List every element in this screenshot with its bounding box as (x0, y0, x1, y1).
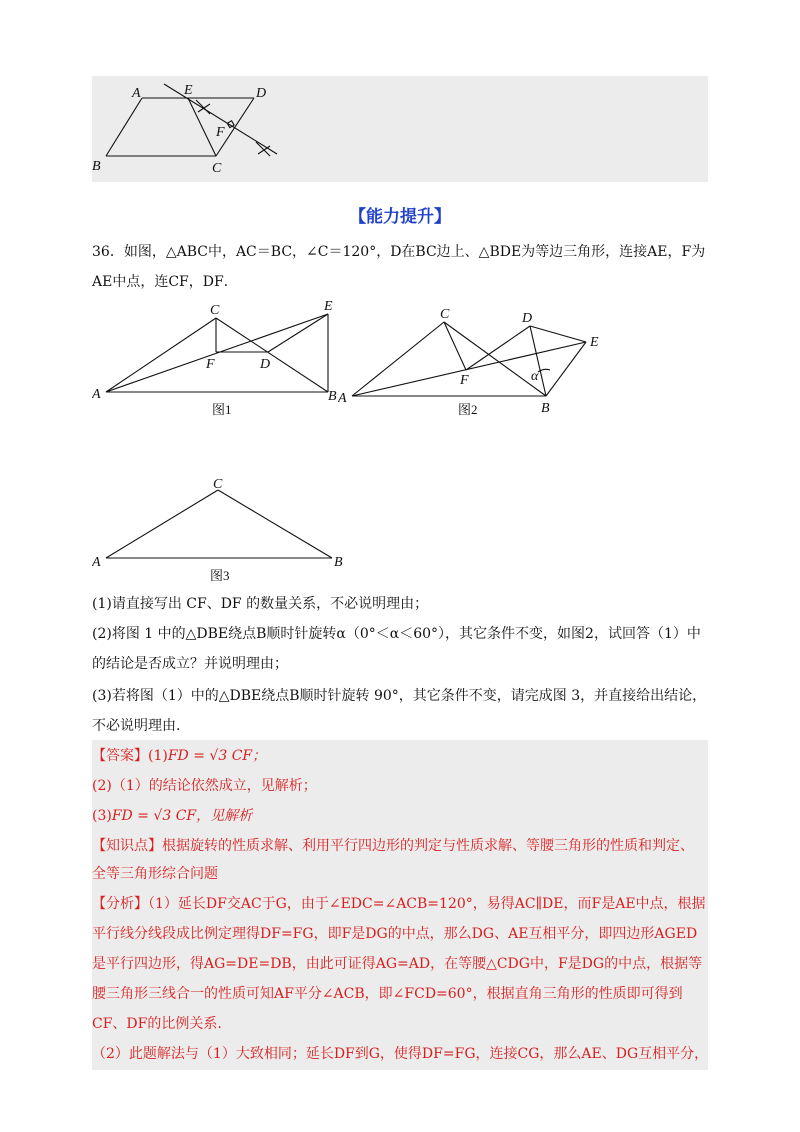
analysis-line-1 (92, 894, 706, 914)
label-B: B (92, 159, 101, 174)
fig1-label-F: F (206, 357, 215, 372)
analysis-label: 【分析】 (92, 896, 148, 912)
fig1-label-D: D (260, 357, 271, 372)
figure-3 (92, 476, 362, 588)
knowledge-line-2: 全等三角形综合问题 (92, 866, 218, 882)
figure-1 (92, 300, 342, 422)
knowledge-text-1: 根据旋转的性质求解、利用平行四边形的判定与性质求解、等腰三角形的性质和判定、 (162, 838, 694, 854)
part-1: (1)请直接写出 CF、DF 的数量关系，不必说明理由； (92, 596, 429, 612)
figure-2 (338, 300, 608, 422)
fig1-label-B: B (328, 389, 337, 404)
knowledge-label: 【知识点】 (92, 838, 162, 854)
part-2-line-1: (2)将图 1 中的△DBE绕点B顺时针旋转α（0°＜α＜60°），其它条件不变，如图2，试回答（1）中 (92, 626, 701, 642)
fig1-label-A: A (92, 387, 101, 402)
fig1-label-E: E (324, 300, 333, 314)
fig2-label-D: D (522, 311, 533, 326)
analysis-line-5: CF、DF的比例关系. (92, 1016, 222, 1032)
answer-1-prefix: (1) (148, 748, 168, 764)
part-3-line-2: 不必说明理由. (92, 718, 181, 734)
answer-1-expr: FD = √3 CF； (167, 748, 267, 764)
question-line-1: 36．如图，△ABC中，AC＝BC，∠C＝120°，D在BC边上、△BDE为等边三角形，连接AE，F为 (92, 244, 706, 260)
label-C: C (212, 161, 222, 176)
fig3-label-A: A (92, 555, 101, 570)
label-E: E (184, 83, 193, 98)
label-D: D (256, 86, 267, 101)
label-F: F (216, 125, 225, 140)
fig2-caption: 图2 (458, 402, 478, 417)
section-title: 【能力提升】 (349, 207, 451, 227)
fig1-caption: 图1 (212, 402, 232, 417)
top-figure-construction (92, 76, 708, 182)
part-3-line-1: (3)若将图（1）中的△DBE绕点B顺时针旋转 90°，其它条件不变，请完成图 3，并直接给出结论， (92, 688, 707, 704)
fig2-label-F: F (460, 373, 469, 388)
answer-line-1 (92, 746, 266, 766)
answer-line-2: (2)（1）的结论依然成立，见解析； (92, 778, 317, 794)
analysis-text-1: （1）延长DF交AC于G，由于∠EDC=∠ACB=120°，易得AC∥DE，而F是AE中点，根据 (148, 896, 706, 912)
part-2-line-2: 的结论是否成立？并说明理由； (92, 656, 288, 672)
fig3-caption: 图3 (210, 568, 230, 583)
fig2-label-A: A (338, 391, 347, 406)
analysis-line-2: 平行线分线段成比例定理得DF=FG，即F是DG的中点，那么DG、AE互相平分，即四边形AGED (92, 926, 698, 942)
fig2-label-B: B (541, 401, 550, 416)
analysis-line-6: （2）此题解法与（1）大致相同；延长DF到G，使得DF=FG，连接CG，那么AE、DG互相平分， (92, 1046, 709, 1062)
top-figure-box (92, 76, 708, 182)
answer-3-expr: FD = √3 CF，见解析 (111, 808, 253, 824)
analysis-line-4: 腰三角形三线合一的性质可知AF平分∠ACB，即∠FCD=60°，根据直角三角形的性质即可得到 (92, 986, 683, 1002)
analysis-line-3: 是平行四边形，得AG=DE=DB，由此可证得AG=AD，在等腰△CDG中，F是DG的中点，根据等 (92, 956, 703, 972)
fig2-label-alpha: α (531, 369, 539, 384)
fig3-label-B: B (334, 555, 343, 570)
answer-line-3 (92, 806, 252, 826)
fig1-label-C: C (210, 303, 220, 318)
label-A: A (132, 86, 141, 101)
answer-label: 【答案】 (92, 748, 148, 764)
answer-3-prefix: (3) (92, 808, 112, 824)
knowledge-line-1 (92, 836, 694, 856)
fig3-label-C: C (213, 477, 223, 492)
question-line-2: AE中点，连CF，DF． (92, 274, 238, 290)
fig2-label-C: C (440, 307, 450, 322)
fig2-label-E: E (590, 335, 599, 350)
